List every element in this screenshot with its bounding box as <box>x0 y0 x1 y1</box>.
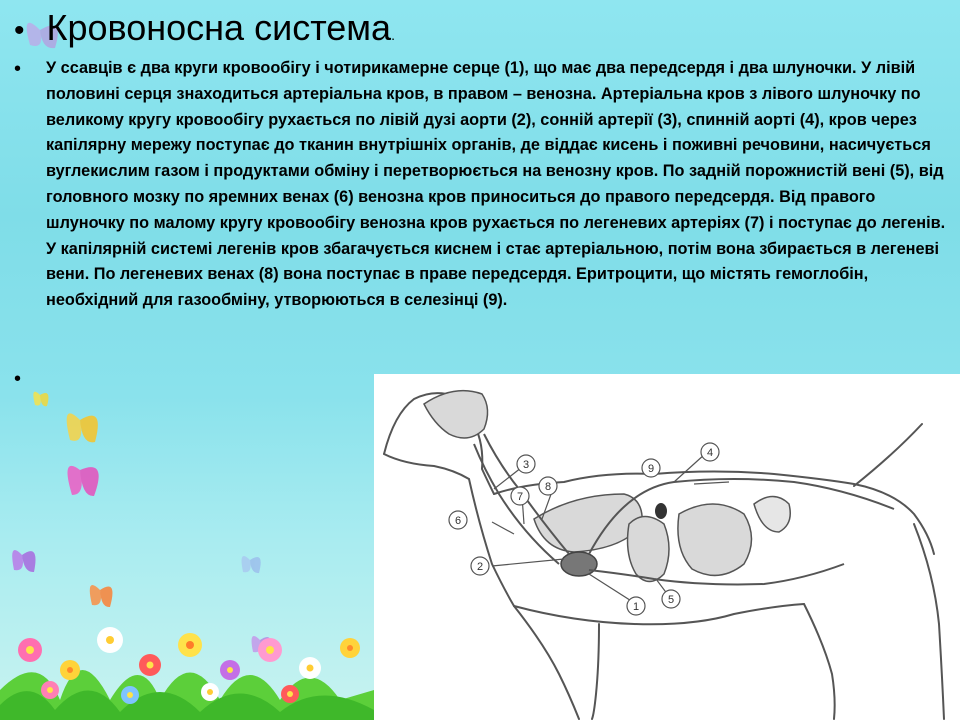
title-row <box>14 8 395 48</box>
label-6: 6 <box>454 515 462 527</box>
page-title-text: Кровоносна система <box>46 7 392 48</box>
hind-leg-1 <box>804 604 835 719</box>
label-callout-2 <box>471 557 489 575</box>
label-callout-9 <box>642 459 660 477</box>
flower-icon <box>97 627 123 653</box>
label-callout-3 <box>517 455 535 473</box>
body-paragraph: У ссавців є два круги кровообігу і чотирикамерне серце (1), що має два передсердя і два шлуночки. У лівій половині серця знаходиться артеріальна кров, в правом – венозна. Артеріальна кров з лівого шлуночку по великому кругу кровообігу рухається по лівій дузі аорти (2), сонній артерії (3), спинній аорті (4), кров через капілярну мережу поступає до тканин внутрішніх органів, де віддає кисень і поживні речовини, насичується вуглекислим газом і продуктами обміну і перетворюється на венозну кров. По задній порожнистій вені (5), від головного мозку по яремних венах (6) венозна кров приноситься до правого передсердя. Від правого шлуночку по малому кругу кровообігу венозна кров рухається по легеневих артеріях (7) і поступає до легенів. У капілярній системі легенів кров збагачується киснем і стає артеріальною, потім вона збирається в легеневі вени. По легеневих венах (8) вона поступає в праве передсердя. Еритроцити, що містять гемоглобін, необхідний для газообміну, утворюються в селезінці (9). <box>46 59 946 310</box>
label-3: 3 <box>522 459 530 471</box>
flower-icon <box>299 657 321 679</box>
label-callout-1 <box>627 597 645 615</box>
neck-front-outline <box>469 479 514 606</box>
label-callout-4 <box>701 443 719 461</box>
empty-bullet: • <box>14 368 22 390</box>
flower-icon <box>220 660 240 680</box>
intestine-organ <box>678 504 752 575</box>
butterfly-icon <box>12 550 35 572</box>
front-leg-2 <box>592 624 599 719</box>
label-5: 5 <box>667 594 675 606</box>
flower-icon <box>18 638 42 662</box>
brain-organ <box>424 391 488 438</box>
flower-icon <box>201 683 219 701</box>
body-paragraph-row <box>14 56 954 314</box>
butterfly-icon <box>90 585 113 607</box>
page-title <box>47 8 395 48</box>
flower-icon <box>178 633 202 657</box>
snout-outline <box>384 454 469 479</box>
flower-icon <box>41 681 59 699</box>
butterfly-icon <box>33 392 48 407</box>
butterfly-icon <box>67 413 98 442</box>
front-leg-1 <box>514 606 579 719</box>
lung-organ <box>534 494 642 552</box>
label-4: 4 <box>706 447 714 459</box>
body-bullet: • <box>14 58 22 80</box>
circulatory-system-diagram <box>374 374 960 720</box>
label-8: 8 <box>544 481 552 493</box>
flower-icon <box>60 660 80 680</box>
hind-leg-2 <box>914 524 944 719</box>
tail-outline <box>854 424 922 486</box>
flower-icon <box>340 638 360 658</box>
liver-organ <box>628 517 669 582</box>
label-callout-8 <box>539 477 557 495</box>
flower-icon <box>121 686 139 704</box>
kidney-organ <box>754 497 790 533</box>
label-7: 7 <box>516 491 524 503</box>
page-title-dot: . <box>391 27 395 43</box>
label-2: 2 <box>476 561 484 573</box>
flower-icon <box>258 638 282 662</box>
label-callout-6 <box>449 511 467 529</box>
label-callout-5 <box>662 590 680 608</box>
spleen-organ <box>655 503 667 519</box>
title-bullet: • <box>14 14 25 47</box>
label-9: 9 <box>647 463 655 475</box>
heart-organ <box>561 552 597 576</box>
label-1: 1 <box>632 601 640 613</box>
belly-outline <box>514 604 804 624</box>
label-callout-7 <box>511 487 529 505</box>
butterfly-icon <box>68 466 99 496</box>
flower-icon <box>139 654 161 676</box>
flower-icon <box>281 685 299 703</box>
butterfly-icon <box>242 556 261 573</box>
